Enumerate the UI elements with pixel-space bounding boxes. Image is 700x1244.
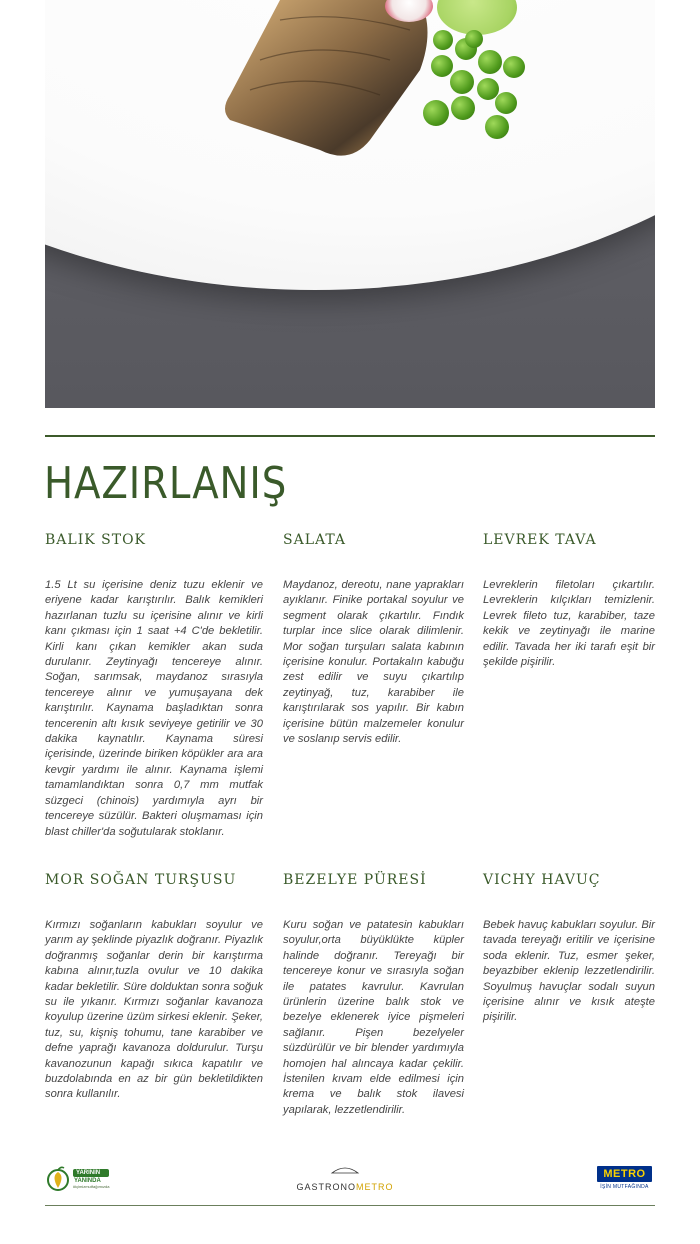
section-salata <box>283 532 503 747</box>
hero-photo <box>45 0 655 408</box>
section-heading: BEZELYE PÜRESİ <box>283 872 427 888</box>
section-heading: SALATA <box>283 532 347 548</box>
divider-bottom <box>45 1205 655 1206</box>
fish-fillet-image <box>220 0 435 165</box>
pea <box>433 30 453 50</box>
pea <box>495 92 517 114</box>
cloche-icon <box>330 1166 360 1174</box>
section-heading: MOR SOĞAN TURŞUSU <box>45 872 237 888</box>
logo-line2: YANINDA <box>74 1178 101 1184</box>
section-text: 1.5 Lt su içerisine deniz tuzu eklenir ve eriyene kadar karıştırılır. Balık kemikleri hazırlanan tuzlu su içerisine alınır ve kirli kanı çıkması için 1 saat +4 C'de bekletilir. Kirli kanı çıkan kemikler akan suda durulanır. Zeytinyağı tencereye alınır. Soğan, sarımsak, maydanoz sırasıyla tencereye alınır ve yumuşayana dek karıştırılır. Kaynama başladıktan sonra tencerenin altı kısık seviyeye getirilir ve 30 dakika kaynatılır. Kaynama süresi içerisinde, üzerinde biriken köpükler ara ara kevgir yardımı ile alınır. Kaynama işlemi tamamlandıktan sonra 0,7 mm mutfak süzgeci (chinois) yardımıyla ayrı bir tencereye süzülür. Bakteri oluşmaması için blast chiller'da soğutularak stoklanır. <box>45 579 263 838</box>
pea <box>431 55 453 77</box>
pea <box>423 100 449 126</box>
footer <box>0 1166 700 1196</box>
section-heading: LEVREK TAVA <box>483 532 597 548</box>
pea <box>485 115 509 139</box>
metro-brand: METRO <box>597 1166 652 1182</box>
leaf-icon <box>47 1166 69 1192</box>
yarinin-yaninda-logo <box>47 1166 109 1192</box>
section-text: Kırmızı soğanların kabukları soyulur ve yarım ay şeklinde piyazlık doğranır. Piyazlık doğranmış soğanlar derin bir karıştırma kabına alınır,tuzla ovulur ve 10 dakika kadar bekletilir. Süre dolduktan sonra soğuk su ile yıkanır. Kırmızı soğanlar kavanoza koyulup üzerine üzüm sirkesi eklenir. Şeker, tuz, su, kişniş tohumu, tane karabiber ve defne yaprağı kavanoza doldurulur. Turşu kavanozunun kapağı sıkıca kapatılır ve buzdolabında en az bir gün bekletildikten sonra kullanılır. <box>45 919 263 1101</box>
page-title: HAZIRLANIŞ <box>44 458 288 509</box>
pea <box>465 30 483 48</box>
metro-text: METRO <box>356 1182 394 1192</box>
logo-line1: YARININ <box>73 1169 109 1177</box>
section-levrek-tava <box>483 532 655 670</box>
section-vichy-havuc <box>483 872 655 1026</box>
section-text: Maydanoz, dereotu, nane yaprakları ayıklanır. Finike portakal soyulur ve segment olarak çıkartılır. Fındık turplar ince slice olarak dilimlenir. Mor soğan turşuları salata kabının içerisine konulur. Portakalın kabuğu zest edilir ve suyu çıkartılıp zeytinyağ, tuz, karabiber ile karıştırılarak sos yapılır. Bir kabın içerisine bütün malzemeler konulur ve soslanıp servis edilir. <box>283 579 464 746</box>
logo-line3: #içimizmutfağımızda <box>73 1184 110 1189</box>
pea <box>478 50 502 74</box>
pea <box>503 56 525 78</box>
gastrono-text: GASTRONO <box>296 1182 356 1192</box>
section-heading: BALIK STOK <box>45 532 146 548</box>
section-text: Kuru soğan ve patatesin kabukları soyulur,orta büyüklükte küpler halinde doğranır. Tereyağı bir tencereye konur ve sırasıyla soğan ile patates kavrulur. Kavrulan ürünlerin üzerine balık stok ve bezelye eklenerek iyice pişmeleri sağlanır. Pişen bezelyeler süzdürülür ve bir blender yardımıyla homojen hal alıncaya kadar çekilir. İstenilen kıvam elde edilmesi için krema ve balık stok ilavesi yapılarak, lezzetlendirilir. <box>283 919 464 1116</box>
section-text: Levreklerin filetoları çıkartılır. Levreklerin kılçıkları temizlenir. Levrek fileto tuz, karabiber, taze kekik ve zeytinyağı ile marine edilir. Tavada her iki tarafı eşit bir şekilde pişirilir. <box>483 579 655 669</box>
section-balik-stok <box>45 532 265 840</box>
metro-logo <box>597 1166 652 1190</box>
section-text: Bebek havuç kabukları soyulur. Bir tavada tereyağı eritilir ve içerisine soda eklenir. Tuz, esmer şeker, beyazbiber eklenip lezzetlendirilir. Soyulmuş havuçlar sodalı suyun içerisine alınır ve kısık ateşte pişirilir. <box>483 919 655 1024</box>
pea <box>450 70 474 94</box>
section-heading: VICHY HAVUÇ <box>483 872 601 888</box>
gastronometro-logo <box>290 1166 400 1192</box>
section-bezelye-puresi <box>283 872 503 1118</box>
metro-tagline: İŞİN MUTFAĞINDA <box>600 1184 649 1190</box>
section-mor-sogan-tursusu <box>45 872 265 1103</box>
divider-top <box>45 435 655 437</box>
pea <box>451 96 475 120</box>
